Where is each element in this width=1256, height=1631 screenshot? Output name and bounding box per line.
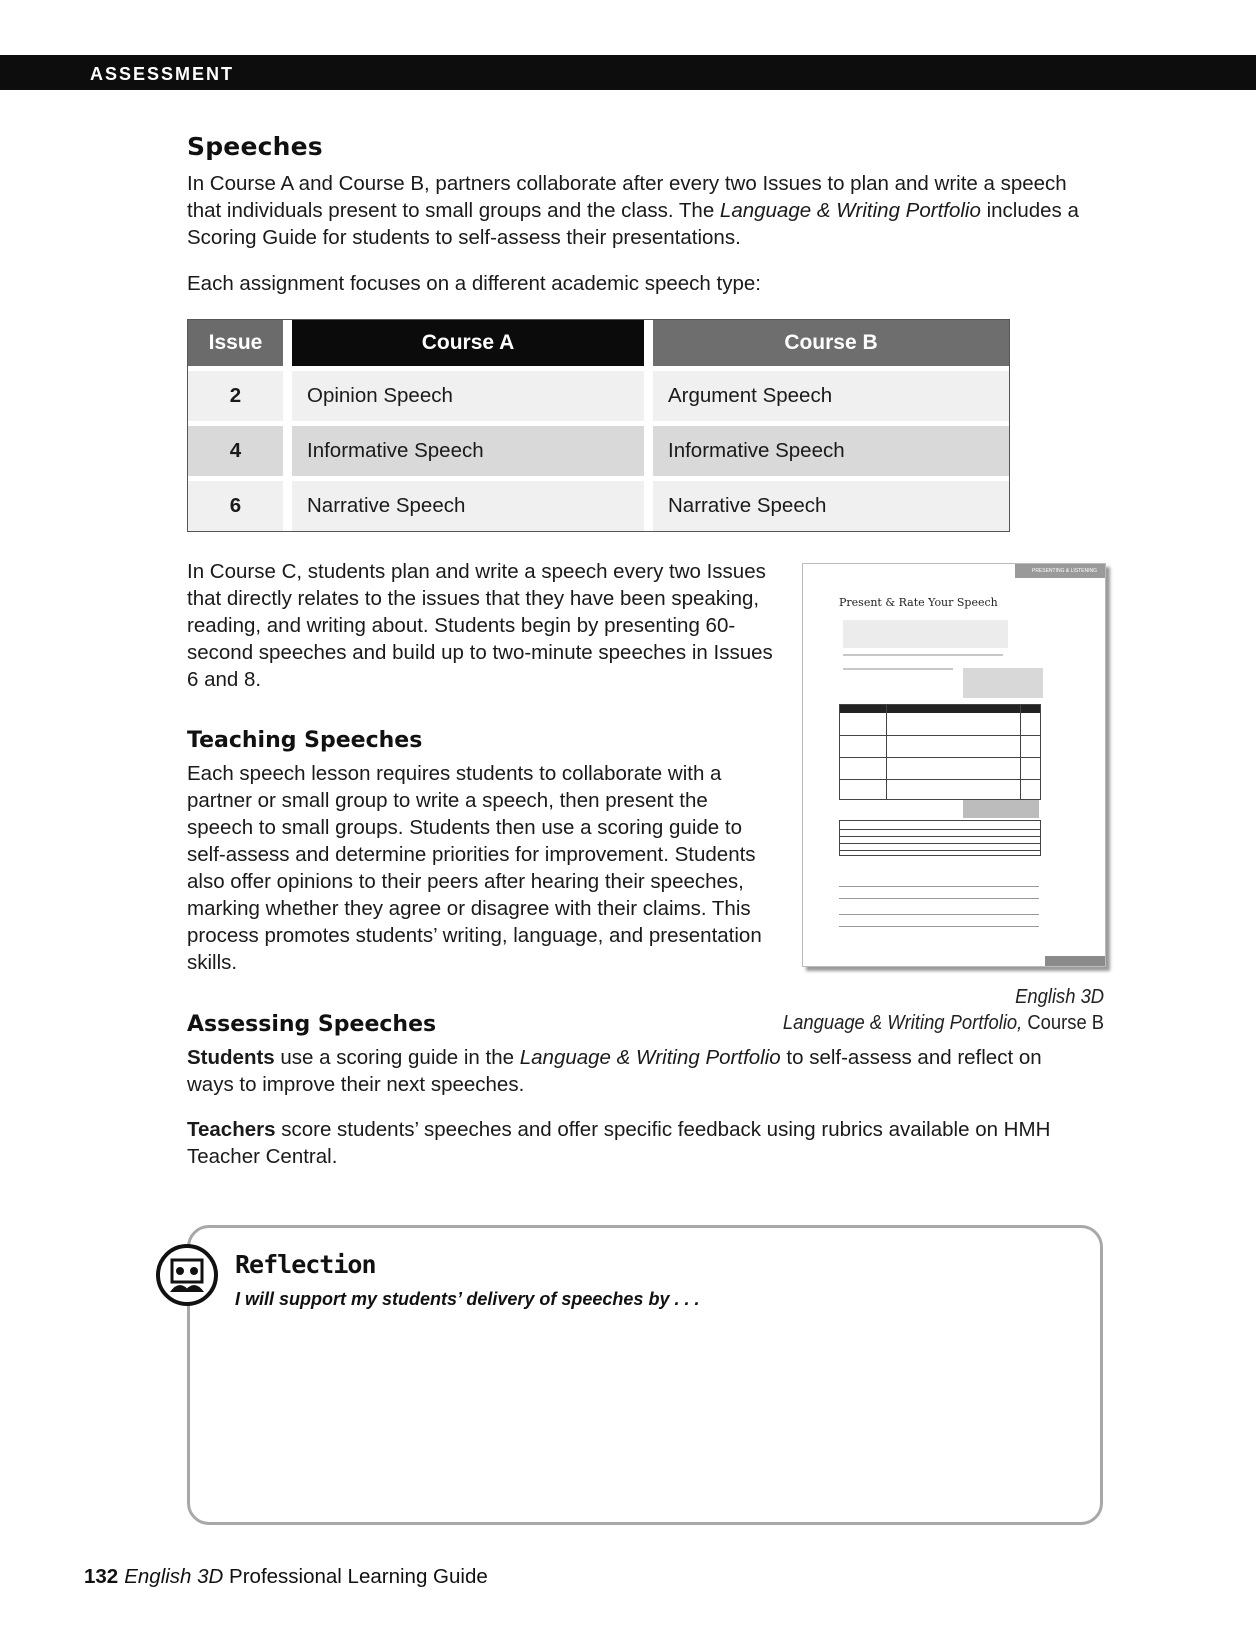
students-text-b: to self-assess and reflect on ways to improve their next speeches. xyxy=(187,1046,1042,1096)
thumbnail-line xyxy=(839,898,1039,899)
teachers-paragraph xyxy=(187,1116,1067,1170)
students-label: Students xyxy=(187,1046,275,1069)
caption-line1: English 3D xyxy=(1015,986,1104,1008)
teaching-speeches-heading: Teaching Speeches xyxy=(187,728,423,753)
column-gap xyxy=(644,476,653,531)
speech-type-intro: Each assignment focuses on a different academic speech type: xyxy=(187,272,761,295)
thumbnail-ribbon: PRESENTING & LISTENING xyxy=(1015,564,1105,578)
course-b-cell: Informative Speech xyxy=(653,421,1009,476)
course-c-paragraph: In Course C, students plan and write a speech every two Issues that directly relates to the issues that they have been speaking, reading, and writing about. Students begin by presenting 60-second speeches and build up to two-minute speeches in Issues 6 and 8. xyxy=(187,560,773,691)
section-label: ASSESSMENT xyxy=(90,64,235,84)
reflection-people-icon xyxy=(156,1244,218,1306)
course-b-cell: Argument Speech xyxy=(653,366,1009,421)
header-course-a: Course A xyxy=(292,320,644,366)
speeches-heading: Speeches xyxy=(187,132,323,161)
thumbnail-callout xyxy=(963,668,1043,698)
column-gap xyxy=(644,421,653,476)
thumbnail-callout xyxy=(843,620,1008,648)
footer-book-title: English 3D xyxy=(124,1565,224,1588)
table-row xyxy=(188,476,1009,531)
thumbnail-line xyxy=(843,654,1003,656)
teachers-text: score students’ speeches and offer specific feedback using rubrics available on HMH Teacher Central. xyxy=(187,1118,1051,1168)
teaching-speeches-paragraph: Each speech lesson requires students to collaborate with a partner or small group to write a speech, then present the speech to small groups. Students then use a scoring guide to self-assess and determine priorities for improvement. Students also offer opinions to their peers after hearing their speeches, marking whether they agree or disagree with their claims. This process promotes students’ writing, language, and presentation skills. xyxy=(187,762,762,974)
column-gap xyxy=(283,476,292,531)
caption-portfolio-title: Language & Writing Portfolio, xyxy=(782,1012,1023,1034)
intro-text-a: In Course A and Course B, partners collaborate after every two Issues to plan and write a speech that individuals present to small groups and the class. The xyxy=(187,172,1067,222)
intro-portfolio-title: Language & Writing Portfolio xyxy=(719,199,981,222)
speech-type-table xyxy=(187,319,1010,532)
reflection-prompt: I will support my students’ delivery of speeches by . . . xyxy=(235,1289,700,1309)
speeches-section xyxy=(187,132,1087,297)
assessing-speeches-heading: Assessing Speeches xyxy=(187,1012,437,1037)
issue-cell: 4 xyxy=(188,421,283,476)
issue-cell: 6 xyxy=(188,476,283,531)
table-header-row xyxy=(188,320,1009,366)
issue-cell: 2 xyxy=(188,366,283,421)
page-number: 132 xyxy=(84,1565,119,1588)
section-header-bar xyxy=(0,55,1256,90)
column-gap xyxy=(283,366,292,421)
teachers-label: Teachers xyxy=(187,1118,276,1141)
column-gap xyxy=(283,320,292,366)
header-issue: Issue xyxy=(188,320,283,366)
students-paragraph xyxy=(187,1044,1067,1098)
course-a-cell: Narrative Speech xyxy=(292,476,644,531)
intro-text-b: includes a Scoring Guide for students to self-assess their presentations. xyxy=(187,199,1079,249)
caption-course: Course B xyxy=(1022,1012,1104,1034)
thumbnail-scoring-grid xyxy=(839,820,1041,856)
thumbnail-title: Present & Rate Your Speech xyxy=(839,596,998,609)
reflection-title: Reflection xyxy=(235,1250,376,1279)
thumbnail-line xyxy=(839,926,1039,927)
course-c-section xyxy=(187,558,777,976)
thumbnail-line xyxy=(839,886,1039,887)
thumbnail-footer xyxy=(1045,956,1105,966)
footer-subtitle: Professional Learning Guide xyxy=(223,1565,488,1588)
assessing-section xyxy=(187,1012,1067,1170)
table-row xyxy=(188,366,1009,421)
header-course-b: Course B xyxy=(653,320,1009,366)
thumbnail-notes-grid xyxy=(839,704,1041,800)
column-gap xyxy=(644,366,653,421)
column-gap xyxy=(644,320,653,366)
thumbnail-line xyxy=(843,668,953,670)
course-a-cell: Informative Speech xyxy=(292,421,644,476)
portfolio-page-thumbnail xyxy=(802,563,1106,967)
thumbnail-scoring-key xyxy=(963,800,1039,818)
speeches-intro xyxy=(187,170,1087,251)
thumbnail-line xyxy=(839,914,1039,915)
students-text-a: use a scoring guide in the xyxy=(274,1046,520,1069)
table-row xyxy=(188,421,1009,476)
students-portfolio-title: Language & Writing Portfolio xyxy=(519,1046,781,1069)
column-gap xyxy=(283,421,292,476)
page-footer xyxy=(84,1565,488,1589)
course-b-cell: Narrative Speech xyxy=(653,476,1009,531)
course-a-cell: Opinion Speech xyxy=(292,366,644,421)
